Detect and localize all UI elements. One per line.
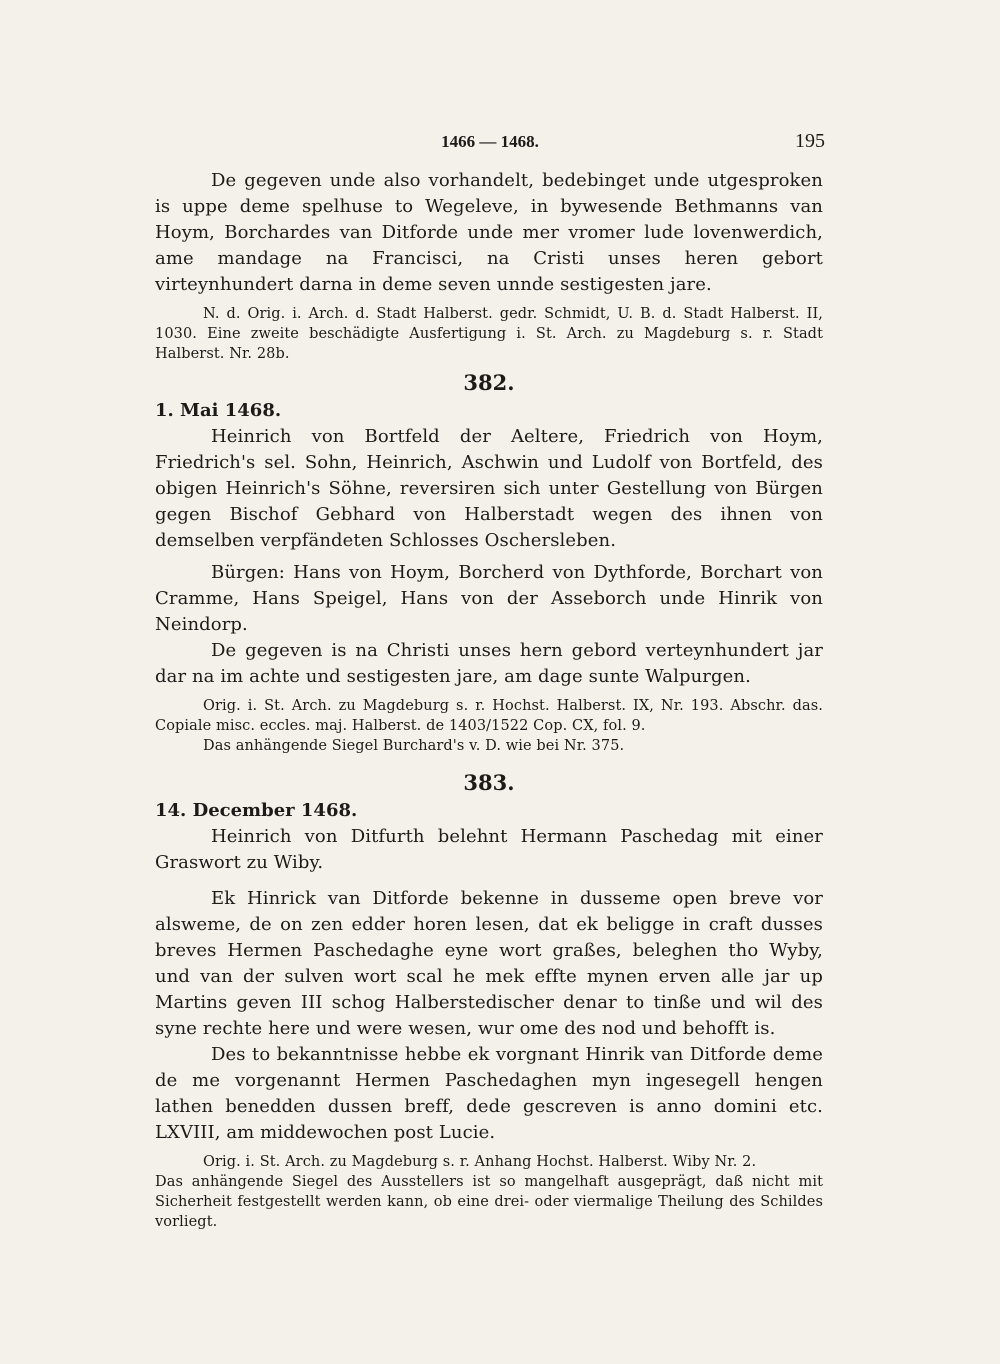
sureties-382: Bürgen: Hans von Hoym, Borcherd von Dythforde, Borchart von Cramme, Hans Speigel, Hans von der Asseborch unde Hinrik von Neindorp.: [155, 562, 823, 635]
page-body: [155, 168, 823, 1232]
intro-text: De gegeven unde also vorhandelt, bedebinget unde utgesproken is uppe deme spelhuse to Wegeleve, in bywesende Bethmanns van Hoym, Borchardes van Ditforde unde mer vromer lude lovenwerdich, ame mandage na Francisci, na Cristi unses heren gebort virteynhundert darna in deme seven unnde sestigesten jare.: [155, 170, 823, 295]
document-date-382: 1. Mai 1468.: [155, 400, 282, 421]
source-note-382: Orig. i. St. Arch. zu Magdeburg s. r. Hochst. Halberst. IX, Nr. 193. Abschr. das. Copiale misc. eccles. maj. Halberst. de 1403/1522 Cop. CX, fol. 9.: [155, 698, 823, 734]
year-range: 1466 — 1468.: [441, 132, 539, 151]
document-number-383: 383.: [463, 770, 515, 795]
body-383-part1: Ek Hinrick van Ditforde bekenne in dusseme open breve vor alsweme, de on zen edder horen lesen, dat ek beligge in craft dusses breves Hermen Paschedaghe eyne wort graßes, beleghen tho Wyby, und van der sulven wort scal he mek effte mynen erven alle jar up Martins geven III schog Halberstedischer denar to tinßе und wil des syne rechte here und were wesen, wur ome des nod und behofft is.: [155, 888, 823, 1039]
source-note-383: Orig. i. St. Arch. zu Magdeburg s. r. Anhang Hochst. Halberst. Wiby Nr. 2.: [203, 1154, 757, 1170]
seal-note-382: Das anhängende Siegel Burchard's v. D. wie bei Nr. 375.: [203, 738, 625, 754]
document-number-382: 382.: [463, 370, 515, 395]
dating-382: De gegeven is na Christi unses hern gebord verteynhundert jar dar na im achte und sestigesten jare, am dage sunte Walpurgen.: [155, 640, 823, 687]
seal-note-383: Das anhängende Siegel des Ausstellers ist so mangelhaft ausgeprägt, daß nicht mit Sicherheit festgestellt werden kann, ob eine drei- oder viermalige Theilung des Schildes vorliegt.: [155, 1174, 823, 1230]
document-date-383: 14. December 1468.: [155, 800, 358, 821]
summary-382: Heinrich von Bortfeld der Aeltere, Friedrich von Hoym, Friedrich's sel. Sohn, Heinrich, Aschwin und Ludolf von Bortfeld, des obigen Heinrich's Söhne, reversiren sich unter Gestellung von Bürgen gegen Bischof Gebhard von Halberstadt wegen des ihnen von demselben verpfändeten Schlosses Oschersleben.: [155, 426, 823, 551]
page-number: 195: [795, 130, 825, 152]
intro-note: N. d. Orig. i. Arch. d. Stadt Halberst. gedr. Schmidt, U. B. d. Stadt Halberst. II, 1030. Eine zweite beschädigte Ausfertigung i. St. Arch. zu Magdeburg s. r. Stadt Halberst. Nr. 28b.: [155, 306, 823, 362]
spacer: [155, 876, 823, 886]
body-383-part2: Des to bekanntnisse hebbe ek vorgnant Hinrik van Ditforde deme de me vorgenannt Hermen Paschedaghen myn ingesegell hengen lathen benedden dussen breff, dede gescreven is anno domini etc. LXVIII, am middewochen post Lucie.: [155, 1044, 823, 1143]
summary-383: Heinrich von Ditfurth belehnt Hermann Paschedag mit einer Graswort zu Wiby.: [155, 826, 823, 873]
page-header: [155, 128, 825, 158]
